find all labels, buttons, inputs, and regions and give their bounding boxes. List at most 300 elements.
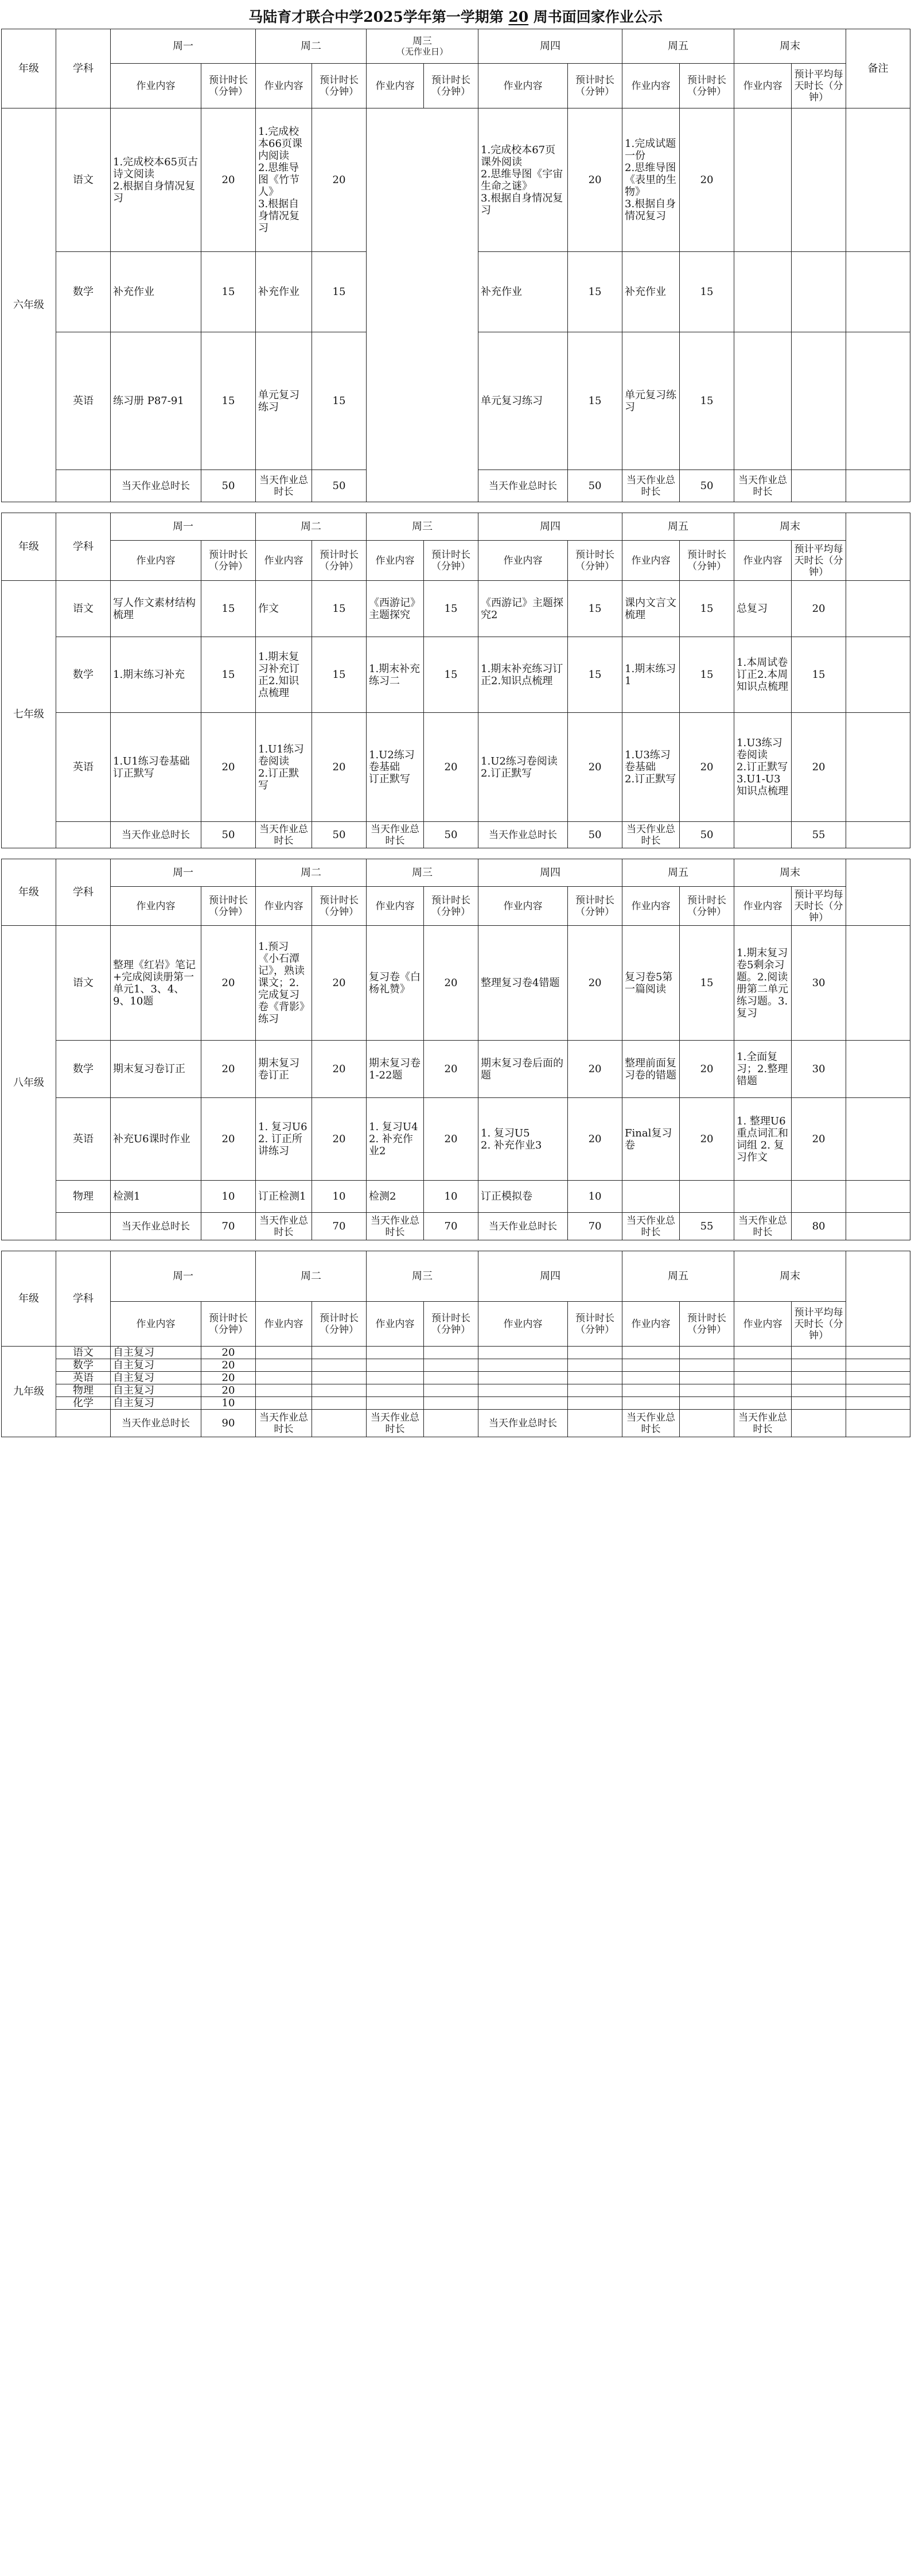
content-header: 作业内容 — [734, 887, 792, 926]
homework-content: 1.U1练习卷阅读 2.订正默写 — [256, 713, 312, 822]
homework-content — [256, 1384, 312, 1397]
homework-minutes — [680, 1347, 734, 1359]
subject-cell — [56, 470, 111, 502]
est-header: 预计时长（分钟） — [424, 64, 478, 108]
total-minutes: 50 — [680, 822, 734, 848]
homework-content: 检测1 — [111, 1181, 201, 1213]
avg-header: 预计平均每天时长（分钟） — [792, 1302, 846, 1347]
homework-minutes: 10 — [568, 1181, 622, 1213]
homework-content: 1.U1练习卷基础 订正默写 — [111, 713, 201, 822]
subject-cell: 语文 — [56, 926, 111, 1041]
content-header: 作业内容 — [478, 1302, 568, 1347]
homework-minutes: 10 — [424, 1181, 478, 1213]
content-header: 作业内容 — [367, 1302, 424, 1347]
total-minutes — [424, 1410, 478, 1437]
homework-minutes: 15 — [680, 581, 734, 637]
homework-content — [256, 1347, 312, 1359]
homework-minutes: 15 — [680, 637, 734, 713]
table-row — [2, 581, 910, 637]
daily-average — [792, 1410, 846, 1437]
remark-cell — [846, 1181, 910, 1213]
homework-content — [367, 1359, 424, 1372]
content-header: 作业内容 — [734, 541, 792, 581]
homework-minutes — [792, 1359, 846, 1372]
homework-minutes: 20 — [201, 1041, 256, 1098]
homework-minutes: 20 — [312, 108, 367, 252]
homework-content: 复习卷5第一篇阅读 — [622, 926, 680, 1041]
day-header-wkd: 周末 — [734, 1251, 846, 1302]
day-header-fri: 周五 — [622, 859, 734, 887]
title-prefix: 马陆育才联合中学2025学年第一学期第 — [248, 9, 504, 25]
table-row — [2, 1347, 910, 1359]
homework-content: 1.期末复习卷5剩余习题。2.阅读册第二单元练习题。3.复习 — [734, 926, 792, 1041]
table-row — [2, 29, 910, 64]
day-header-fri: 周五 — [622, 1251, 734, 1302]
content-header: 作业内容 — [478, 541, 568, 581]
homework-minutes: 20 — [680, 108, 734, 252]
daily-average: 80 — [792, 1213, 846, 1240]
remark-cell — [846, 332, 910, 470]
total-minutes: 50 — [201, 470, 256, 502]
total-label: 当天作业总时长 — [367, 1213, 424, 1240]
homework-content: 自主复习 — [111, 1397, 201, 1410]
grade-cell: 六年级 — [2, 108, 56, 502]
est-header: 预计时长（分钟） — [568, 887, 622, 926]
table-row — [2, 108, 910, 252]
homework-content — [367, 1372, 424, 1384]
day-header-mon: 周一 — [111, 1251, 256, 1302]
table-row — [2, 1213, 910, 1240]
homework-content: 自主复习 — [111, 1372, 201, 1384]
homework-content: 复习卷《白杨礼赞》 — [367, 926, 424, 1041]
table-row — [2, 1098, 910, 1181]
remark-cell — [846, 108, 910, 252]
remark-cell — [846, 637, 910, 713]
homework-minutes — [792, 1384, 846, 1397]
homework-minutes: 20 — [201, 1098, 256, 1181]
total-label: 当天作业总时长 — [256, 470, 312, 502]
total-label: 当天作业总时长 — [622, 1213, 680, 1240]
remark-cell — [846, 1359, 910, 1372]
total-label: 当天作业总时长 — [622, 822, 680, 848]
sheet-title — [1, 6, 910, 29]
total-minutes — [312, 1410, 367, 1437]
total-label: 当天作业总时长 — [367, 1410, 424, 1437]
subject-cell — [56, 1410, 111, 1437]
homework-content — [478, 1384, 568, 1397]
homework-minutes — [424, 1384, 478, 1397]
remark-header — [846, 513, 910, 581]
content-header: 作业内容 — [622, 887, 680, 926]
total-minutes: 50 — [201, 822, 256, 848]
total-label: 当天作业总时长 — [734, 1410, 792, 1437]
homework-content: 1.完成校本67页课外阅读 2.思维导图《宇宙生命之谜》 3.根据自身情况复习 — [478, 108, 568, 252]
subject-header: 学科 — [56, 513, 111, 581]
homework-minutes: 10 — [201, 1181, 256, 1213]
total-label: 当天作业总时长 — [622, 470, 680, 502]
homework-content: 1.全面复习；2.整理错题 — [734, 1041, 792, 1098]
total-label: 当天作业总时长 — [256, 1213, 312, 1240]
avg-header: 预计平均每天时长（分钟） — [792, 541, 846, 581]
day-header-wed: 周三 — [367, 859, 478, 887]
content-header: 作业内容 — [622, 1302, 680, 1347]
remark-cell — [846, 1213, 910, 1240]
total-label — [734, 822, 792, 848]
homework-content — [734, 1397, 792, 1410]
subject-cell: 英语 — [56, 1372, 111, 1384]
homework-content: 补充作业 — [111, 252, 201, 332]
day-header-mon: 周一 — [111, 859, 256, 887]
avg-header: 预计平均每天时长（分钟） — [792, 64, 846, 108]
day-header-wed — [367, 29, 478, 64]
remark-cell — [846, 1041, 910, 1098]
grade-header: 年级 — [2, 513, 56, 581]
content-header: 作业内容 — [256, 887, 312, 926]
day-header-tue: 周二 — [256, 859, 367, 887]
homework-content — [734, 1347, 792, 1359]
table-row — [2, 822, 910, 848]
homework-minutes — [424, 1359, 478, 1372]
homework-minutes: 10 — [201, 1397, 256, 1410]
homework-content — [622, 1384, 680, 1397]
homework-content: 自主复习 — [111, 1347, 201, 1359]
homework-content — [734, 1181, 792, 1213]
homework-minutes — [424, 1347, 478, 1359]
homework-minutes: 20 — [680, 1041, 734, 1098]
grade-header: 年级 — [2, 29, 56, 108]
homework-minutes — [792, 108, 846, 252]
homework-minutes: 20 — [201, 926, 256, 1041]
homework-minutes — [680, 1397, 734, 1410]
remark-cell — [846, 470, 910, 502]
remark-cell — [846, 581, 910, 637]
no-homework-note: （无作业日） — [396, 46, 449, 57]
content-header: 作业内容 — [622, 541, 680, 581]
day-header-wkd: 周末 — [734, 29, 846, 64]
total-minutes — [680, 1410, 734, 1437]
homework-minutes: 30 — [792, 926, 846, 1041]
homework-content — [256, 1397, 312, 1410]
est-header: 预计时长（分钟） — [312, 1302, 367, 1347]
homework-minutes: 20 — [201, 1347, 256, 1359]
total-label: 当天作业总时长 — [111, 822, 201, 848]
table-row — [2, 848, 910, 859]
est-header: 预计时长（分钟） — [201, 1302, 256, 1347]
subject-cell — [56, 1213, 111, 1240]
homework-minutes: 20 — [792, 713, 846, 822]
table-row — [2, 1410, 910, 1437]
remark-header: 备注 — [846, 29, 910, 108]
table-row — [2, 502, 910, 513]
homework-content: 整理《红岩》笔记+完成阅读册第一单元1、3、4、9、10题 — [111, 926, 201, 1041]
homework-content: 1.完成试题一份 2.思维导图《表里的生物》 3.根据自身情况复习 — [622, 108, 680, 252]
est-header: 预计时长（分钟） — [312, 887, 367, 926]
subject-cell: 语文 — [56, 581, 111, 637]
homework-content: 1.期末补充练习二 — [367, 637, 424, 713]
homework-content: 《西游记》主题探究 — [367, 581, 424, 637]
table-row — [2, 1359, 910, 1372]
day-label: 周三 — [412, 35, 432, 47]
homework-content — [367, 1347, 424, 1359]
homework-content — [734, 1372, 792, 1384]
remark-header — [846, 1251, 910, 1347]
homework-content: 期末复习卷订正 — [111, 1041, 201, 1098]
homework-table — [1, 29, 910, 1437]
day-header-tue: 周二 — [256, 1251, 367, 1302]
homework-minutes: 20 — [424, 1041, 478, 1098]
content-header: 作业内容 — [367, 541, 424, 581]
homework-content: 1.期末练习1 — [622, 637, 680, 713]
est-header: 预计时长（分钟） — [680, 541, 734, 581]
section-gap — [2, 1240, 910, 1251]
homework-content — [478, 1347, 568, 1359]
homework-minutes: 20 — [424, 713, 478, 822]
homework-content: 作文 — [256, 581, 312, 637]
est-header: 预计时长（分钟） — [680, 887, 734, 926]
homework-minutes: 20 — [568, 713, 622, 822]
homework-content — [622, 1372, 680, 1384]
total-minutes: 70 — [568, 1213, 622, 1240]
homework-content: 单元复习练习 — [256, 332, 312, 470]
homework-minutes — [424, 1397, 478, 1410]
subject-cell: 语文 — [56, 108, 111, 252]
day-header-thu: 周四 — [478, 513, 622, 541]
homework-minutes — [568, 1397, 622, 1410]
table-row — [2, 1181, 910, 1213]
homework-minutes: 15 — [568, 252, 622, 332]
total-minutes: 70 — [424, 1213, 478, 1240]
homework-content — [367, 1384, 424, 1397]
est-header: 预计时长（分钟） — [568, 64, 622, 108]
grade-cell: 八年级 — [2, 926, 56, 1240]
homework-content: 补充作业 — [478, 252, 568, 332]
content-header: 作业内容 — [256, 541, 312, 581]
homework-content — [622, 1347, 680, 1359]
homework-content: 1.预习《小石潭记》，熟读课文；2.完成复习卷《背影》练习 — [256, 926, 312, 1041]
total-minutes: 50 — [680, 470, 734, 502]
homework-minutes: 20 — [201, 713, 256, 822]
subject-cell: 物理 — [56, 1181, 111, 1213]
homework-minutes: 15 — [680, 332, 734, 470]
grade-header: 年级 — [2, 859, 56, 926]
content-header: 作业内容 — [622, 64, 680, 108]
total-minutes — [568, 1410, 622, 1437]
homework-minutes: 20 — [312, 926, 367, 1041]
homework-minutes — [792, 1181, 846, 1213]
subject-cell: 数学 — [56, 1041, 111, 1098]
homework-minutes — [424, 1372, 478, 1384]
homework-content: 1. 复习U5 2. 补充作业3 — [478, 1098, 568, 1181]
content-header: 作业内容 — [734, 64, 792, 108]
homework-content: 1.期末补充练习订正2.知识点梳理 — [478, 637, 568, 713]
homework-content: 补充U6课时作业 — [111, 1098, 201, 1181]
content-header: 作业内容 — [111, 1302, 201, 1347]
subject-cell: 化学 — [56, 1397, 111, 1410]
table-row — [2, 1302, 910, 1347]
homework-minutes — [792, 1372, 846, 1384]
total-label: 当天作业总时长 — [734, 470, 792, 502]
est-header: 预计时长（分钟） — [568, 1302, 622, 1347]
title-suffix: 周书面回家作业公示 — [533, 9, 663, 25]
day-header-wkd: 周末 — [734, 859, 846, 887]
homework-content — [622, 1181, 680, 1213]
homework-content: 订正检测1 — [256, 1181, 312, 1213]
homework-minutes: 20 — [201, 1384, 256, 1397]
table-row — [2, 64, 910, 108]
homework-content: 单元复习练习 — [622, 332, 680, 470]
day-header-wed: 周三 — [367, 1251, 478, 1302]
table-row — [2, 1384, 910, 1397]
homework-content — [734, 108, 792, 252]
grade-header: 年级 — [2, 1251, 56, 1347]
homework-minutes: 20 — [568, 1098, 622, 1181]
day-header-thu: 周四 — [478, 29, 622, 64]
homework-minutes — [312, 1372, 367, 1384]
homework-minutes: 20 — [312, 1041, 367, 1098]
day-header-thu: 周四 — [478, 1251, 622, 1302]
total-minutes: 70 — [312, 1213, 367, 1240]
total-label: 当天作业总时长 — [367, 822, 424, 848]
homework-content: 1.完成校本66页课内阅读 2.思维导图《竹节人》 3.根据自身情况复习 — [256, 108, 312, 252]
homework-content — [256, 1372, 312, 1384]
daily-average — [792, 470, 846, 502]
grade-cell: 七年级 — [2, 581, 56, 848]
homework-content — [734, 252, 792, 332]
subject-header: 学科 — [56, 1251, 111, 1347]
est-header: 预计时长（分钟） — [312, 64, 367, 108]
total-label: 当天作业总时长 — [478, 1213, 568, 1240]
est-header: 预计时长（分钟） — [424, 541, 478, 581]
table-row — [2, 513, 910, 541]
remark-cell — [846, 1384, 910, 1397]
subject-cell: 物理 — [56, 1384, 111, 1397]
homework-content: 期末复习卷1-22题 — [367, 1041, 424, 1098]
table-row — [2, 1041, 910, 1098]
homework-minutes — [792, 252, 846, 332]
homework-minutes — [568, 1347, 622, 1359]
homework-minutes: 15 — [680, 252, 734, 332]
homework-minutes — [680, 1372, 734, 1384]
day-header-fri: 周五 — [622, 513, 734, 541]
homework-content: 1.U2练习卷基础 订正默写 — [367, 713, 424, 822]
total-minutes: 50 — [568, 822, 622, 848]
content-header: 作业内容 — [256, 1302, 312, 1347]
homework-content: 订正模拟卷 — [478, 1181, 568, 1213]
homework-content: Final复习卷 — [622, 1098, 680, 1181]
total-minutes: 55 — [680, 1213, 734, 1240]
homework-minutes — [312, 1397, 367, 1410]
homework-minutes: 15 — [201, 581, 256, 637]
subject-cell: 数学 — [56, 637, 111, 713]
content-header: 作业内容 — [478, 887, 568, 926]
homework-minutes: 20 — [792, 581, 846, 637]
table-row — [2, 1372, 910, 1384]
total-minutes: 50 — [568, 470, 622, 502]
total-label: 当天作业总时长 — [478, 470, 568, 502]
remark-cell — [846, 713, 910, 822]
day-header-tue: 周二 — [256, 29, 367, 64]
content-header: 作业内容 — [111, 887, 201, 926]
homework-content: 期末复习卷订正 — [256, 1041, 312, 1098]
homework-minutes: 15 — [680, 926, 734, 1041]
homework-minutes: 20 — [424, 1098, 478, 1181]
homework-minutes: 15 — [201, 252, 256, 332]
homework-content — [734, 332, 792, 470]
est-header: 预计时长（分钟） — [424, 1302, 478, 1347]
homework-content: 1.期末练习补充 — [111, 637, 201, 713]
est-header: 预计时长（分钟） — [680, 1302, 734, 1347]
homework-minutes: 20 — [680, 713, 734, 822]
homework-minutes — [568, 1384, 622, 1397]
homework-content: 1. 复习U4 2. 补充作业2 — [367, 1098, 424, 1181]
homework-content: 整理复习卷4错题 — [478, 926, 568, 1041]
table-row — [2, 1251, 910, 1302]
week-number: 20 — [508, 9, 529, 25]
subject-cell: 英语 — [56, 1098, 111, 1181]
homework-minutes: 20 — [568, 108, 622, 252]
remark-cell — [846, 252, 910, 332]
est-header: 预计时长（分钟） — [201, 887, 256, 926]
remark-cell — [846, 1098, 910, 1181]
homework-minutes: 20 — [792, 1098, 846, 1181]
content-header: 作业内容 — [111, 64, 201, 108]
section-gap — [2, 502, 910, 513]
subject-cell: 英语 — [56, 713, 111, 822]
total-label: 当天作业总时长 — [256, 1410, 312, 1437]
total-label: 当天作业总时长 — [478, 1410, 568, 1437]
homework-minutes — [568, 1372, 622, 1384]
remark-cell — [846, 926, 910, 1041]
subject-cell: 数学 — [56, 1359, 111, 1372]
homework-minutes: 20 — [568, 1041, 622, 1098]
homework-content — [256, 1359, 312, 1372]
section-gap — [2, 848, 910, 859]
est-header: 预计时长（分钟） — [312, 541, 367, 581]
homework-minutes: 20 — [680, 1098, 734, 1181]
homework-content — [478, 1372, 568, 1384]
homework-minutes: 30 — [792, 1041, 846, 1098]
homework-minutes: 15 — [201, 637, 256, 713]
day-header-thu: 周四 — [478, 859, 622, 887]
homework-minutes: 20 — [312, 1098, 367, 1181]
homework-content: 1.期末复习补充订正2.知识点梳理 — [256, 637, 312, 713]
homework-content — [622, 1359, 680, 1372]
remark-cell — [846, 1372, 910, 1384]
total-minutes: 70 — [201, 1213, 256, 1240]
est-header: 预计时长（分钟） — [568, 541, 622, 581]
remark-cell — [846, 1397, 910, 1410]
homework-content — [367, 1397, 424, 1410]
homework-content: 自主复习 — [111, 1359, 201, 1372]
homework-minutes — [680, 1384, 734, 1397]
homework-minutes — [792, 1397, 846, 1410]
homework-content: 期末复习卷后面的题 — [478, 1041, 568, 1098]
homework-minutes — [312, 1384, 367, 1397]
homework-minutes: 20 — [201, 1372, 256, 1384]
subject-cell — [56, 822, 111, 848]
homework-content: 练习册 P87-91 — [111, 332, 201, 470]
total-label: 当天作业总时长 — [111, 1213, 201, 1240]
homework-content: 补充作业 — [622, 252, 680, 332]
table-row — [2, 541, 910, 581]
homework-minutes: 15 — [424, 637, 478, 713]
homework-minutes: 15 — [312, 252, 367, 332]
homework-content: 《西游记》主题探究2 — [478, 581, 568, 637]
est-header: 预计时长（分钟） — [201, 541, 256, 581]
homework-content: 课内文言文梳理 — [622, 581, 680, 637]
day-header-wed: 周三 — [367, 513, 478, 541]
remark-cell — [846, 822, 910, 848]
